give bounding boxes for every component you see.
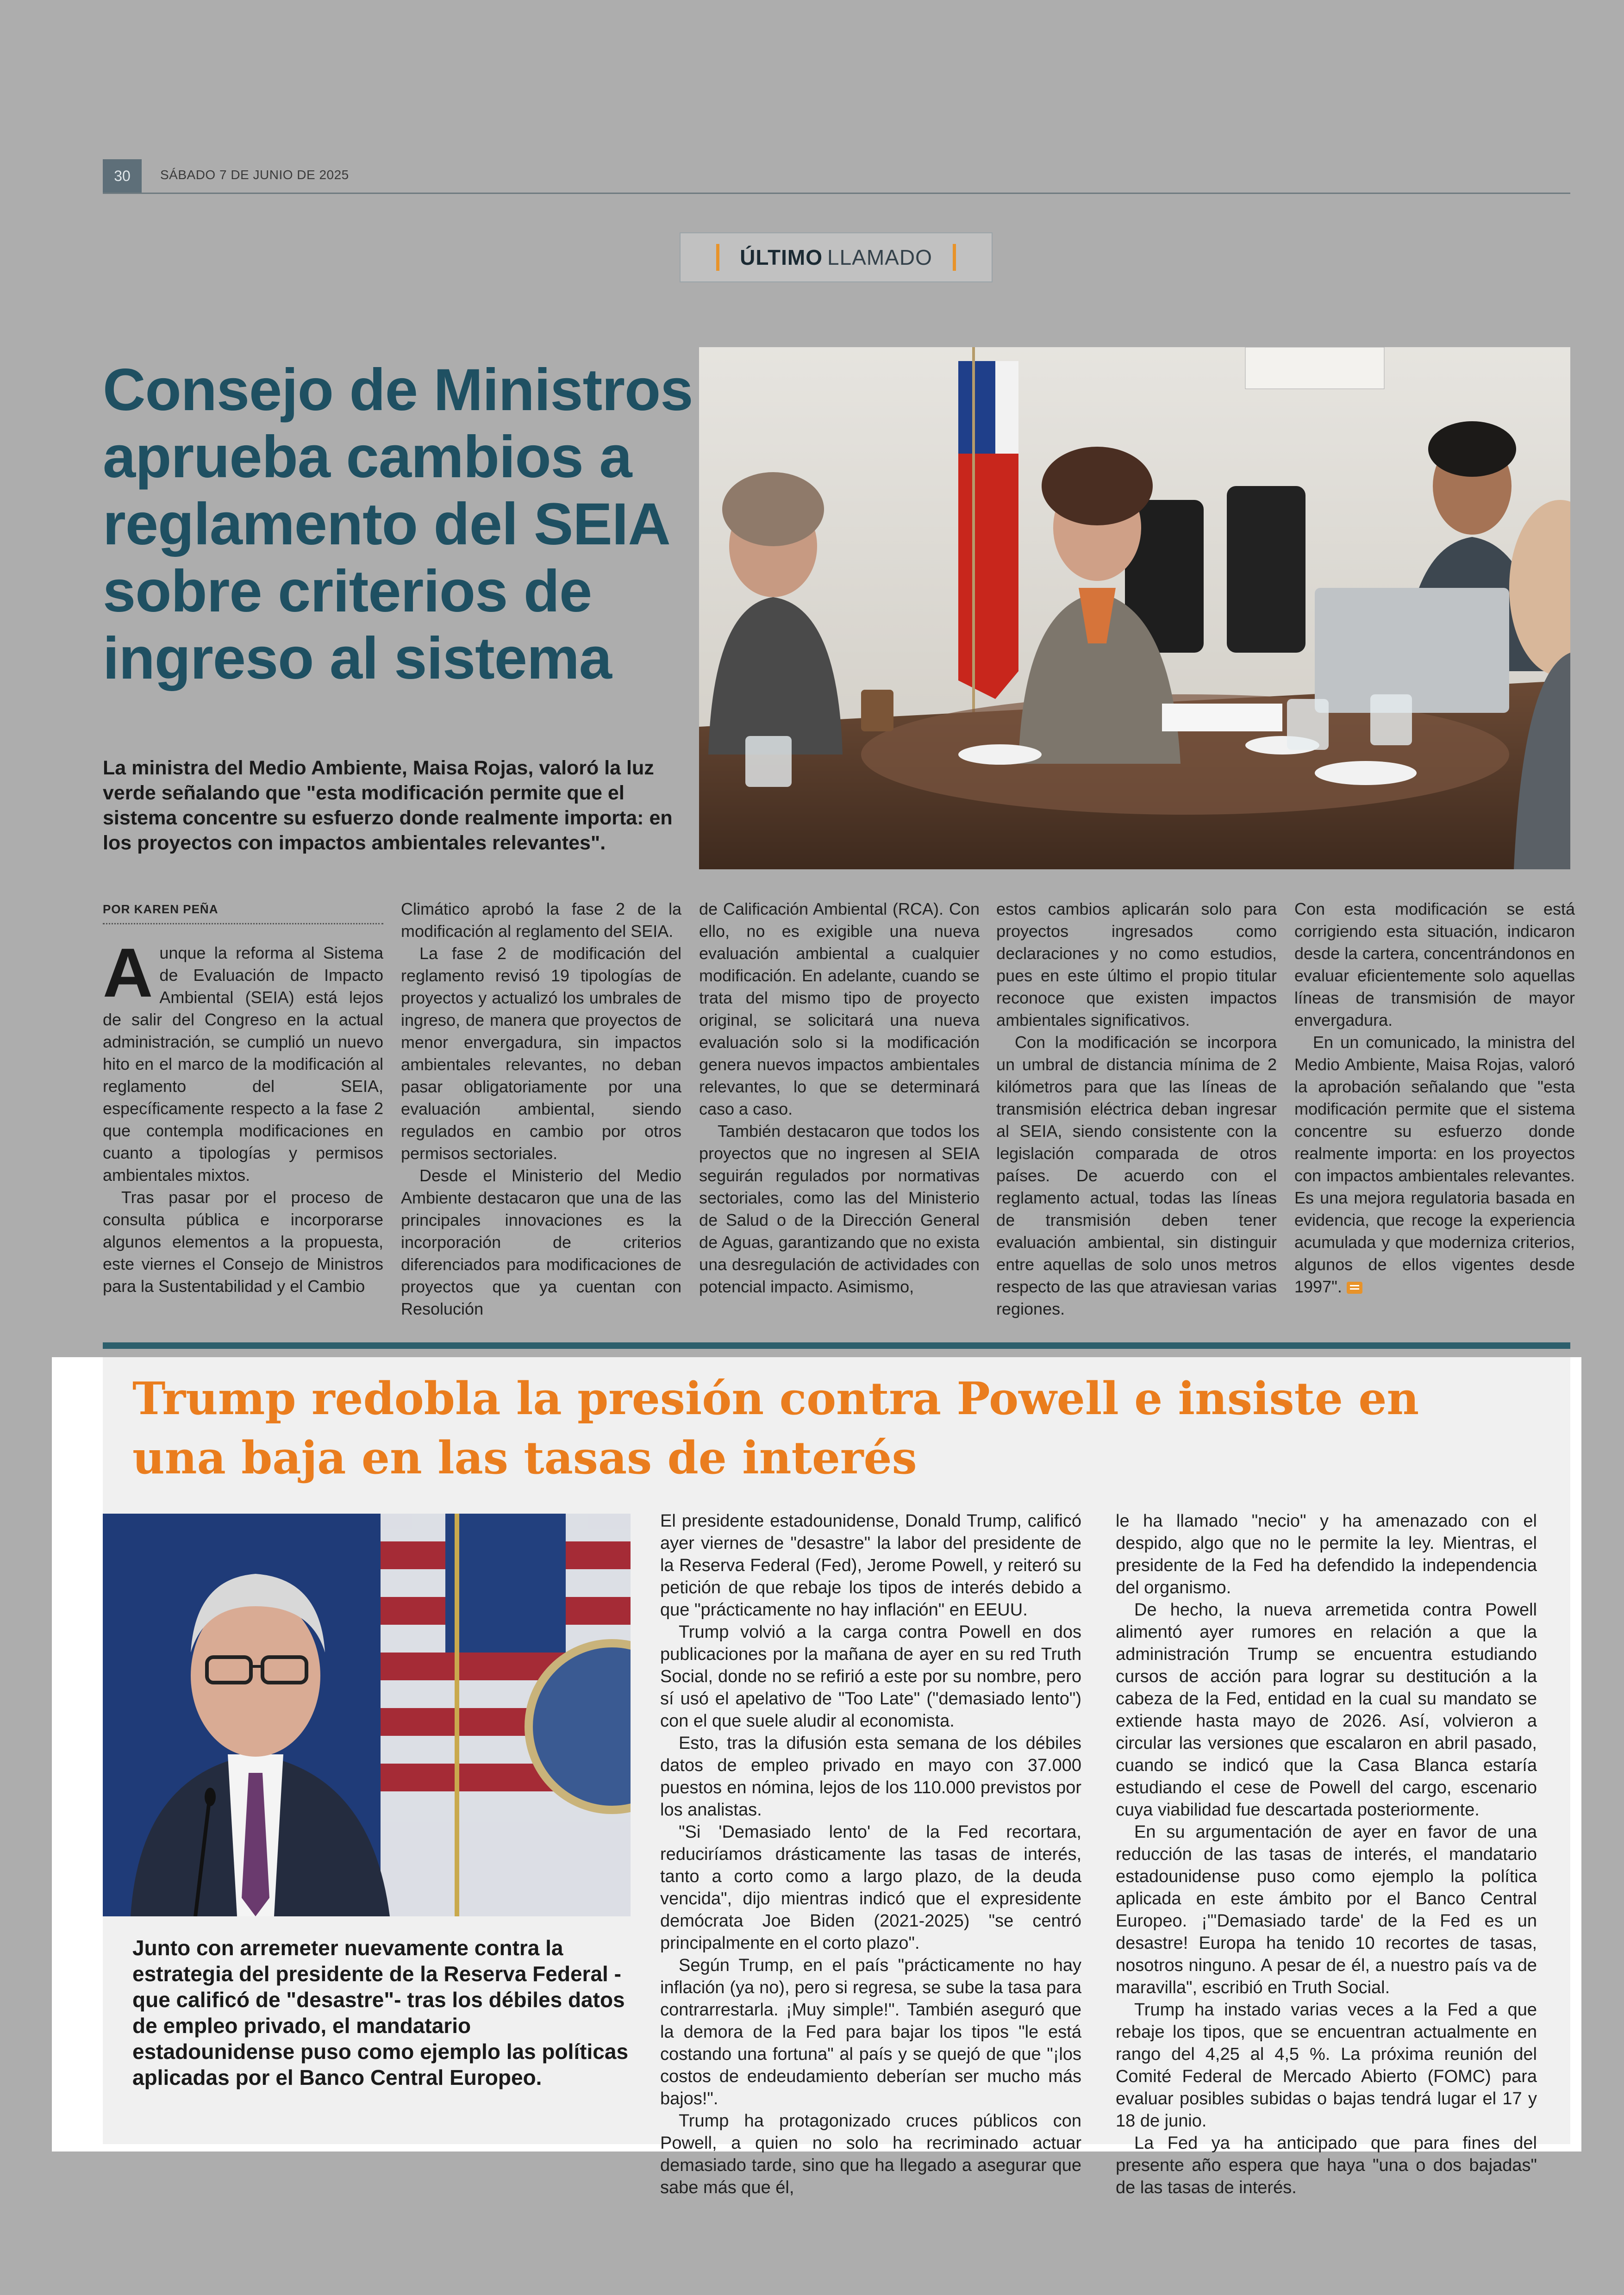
article2-paragraph: La Fed ya ha anticipado que para fines del presente año espera que haya "una o dos bajadas" de las tasas de interés. [1116, 2133, 1537, 2197]
article1-column-5 [1294, 898, 1575, 1298]
article2-paragraph: El presidente estadounidense, Donald Trump, calificó ayer viernes de "desastre" la labor del presidente de la Reserva Federal (Fed), Jerome Powell, y reiteró su petición de que rebaje los tipos de interés debido a que "prácticamente no hay inflación" en EEUU. [660, 1511, 1081, 1620]
article2-paragraph: De hecho, la nueva arremetida contra Powell alimentó ayer rumores en relación a que la administración Trump se encuentra estudiando cursos de acción para lograr su destitución a la cabeza de la Fed, entidad en la cual su mandato se extiende hasta mayo de 2026. Así, volvieron a circular las versiones que escalaron en abril pasado, cuando se indicó que la Casa Blanca estaría estudiando el cese de Powell del cargo, escenario cuya viabilidad fue descartada posteriormente. [1116, 1600, 1537, 1820]
article1-paragraph: Climático aprobó la fase 2 de la modificación al reglamento del SEIA. [401, 899, 681, 941]
article1-paragraph: estos cambios aplicarán solo para proyectos ingresados como declaraciones y no como estudios, pues en este último el propio titular reconoce que existen impactos ambientales significativos. [996, 899, 1277, 1029]
article1-paragraph: Tras pasar por el proceso de consulta pública e incorporarse algunos elementos a la propuesta, este viernes el Consejo de Ministros para la Sustentabilidad y el Cambio [103, 1188, 383, 1296]
article2-paragraph: Trump ha instado varias veces a la Fed a que rebaje los tipos, que se encuentran actualmente en rango del 4,25 al 4,5 %. La próxima reunión del Comité Federal de Mercado Abierto (FOMC) para evaluar posibles subidas o bajas tendrá lugar el 17 y 18 de junio. [1116, 2000, 1537, 2131]
article2-column-1 [660, 1510, 1081, 2199]
article1-column-1 [103, 898, 383, 1297]
drop-cap: A [103, 934, 153, 1011]
article2-photo [103, 1514, 631, 1916]
section-bar-right [953, 244, 956, 271]
article2-caption: Junto con arremeter nuevamente contra la estrategia del presidente de la Reserva Federal -que calificó de "desastre"- tras los débiles datos de empleo privado, el mandatario estadounidense puso como ejemplo las políticas aplicadas por el Banco Central Europeo. [132, 1936, 629, 2089]
article1-paragraph: de Calificación Ambiental (RCA). Con ello, no es exigible una nueva evaluación ambiental a cualquier modificación. En adelante, cuando se trata del mismo tipo de proyecto original, se solicitará una nueva evaluación solo si la modificación genera nuevos impactos ambientales relevantes, lo que se determinará caso a caso. [699, 899, 980, 1118]
article1-paragraph: La fase 2 de modificación del reglamento revisó 19 tipologías de proyectos y actualizó los umbrales de ingreso, de manera que proyectos de menor envergadura, sin impactos ambientales relevantes, no deban pasar obligatoriamente por una evaluación ambiental, siendo regulados en cambio por otros permisos sectoriales. [401, 944, 681, 1163]
article2-paragraph: Trump ha protagonizado cruces públicos con Powell, a quien no solo ha recriminado actuar demasiado tarde, sino que ha llegado a asegurar que sabe más que él, [660, 2111, 1081, 2197]
page-number: 30 [103, 159, 142, 193]
article2-paragraph: Esto, tras la difusión esta semana de los débiles datos de empleo privado en mayo con 37.000 puestos en nómina, lejos de los 110.000 previstos por los analistas. [660, 1734, 1081, 1820]
article1-paragraph: Con esta modificación se está corrigiendo esta situación, indicaron desde la cartera, concentrándonos en evaluar eficientemente solo aquellas líneas de transmisión de mayor envergadura. [1294, 899, 1575, 1029]
article2-paragraph: En su argumentación de ayer en favor de una reducción de las tasas de interés, el mandatario estadounidense puso como ejemplo la política aplicada en este ámbito por el Banco Central Europeo. ¡"'Demasiado tarde' de la Fed es un desastre! Europa ha tenido 10 recortes de tasas, nosotros ninguno. A pesar de él, a nuestro país va de maravilla", escribió en Truth Social. [1116, 1822, 1537, 1997]
article1-paragraph: También destacaron que todos los proyectos que no ingresen al SEIA seguirán regulados por normativas sectoriales, como las del Ministerio de Salud o de la Dirección General de Aguas, garantizando que no exista una desregulación de actividades con potencial impacto. Asimismo, [699, 1122, 980, 1296]
article1-column-4 [996, 898, 1277, 1320]
article1-paragraph: Aunque la reforma al Sistema de Evaluación de Impacto Ambiental (SEIA) está lejos de salir del Congreso en la actual administración, se cumplió un nuevo hito en el marco de la modificación al reglamento del SEIA, específicamente respecto a la fase 2 que contempla modificaciones en cuanto a tipologías y permisos ambientales mixtos. [103, 934, 383, 1185]
article1-column-3 [699, 898, 980, 1298]
article2-paragraph: Según Trump, en el país "prácticamente no hay inflación (ya no), pero si regresa, se sube la tasa para contrarrestarla. ¡Muy simple!". También aseguró que la demora de la Fed para bajar los tipos "le está costando una fortuna" al país y se quejó de que "¡los costos de endeudamiento deberían ser mucho más bajos!". [660, 1956, 1081, 2108]
page-date: SÁBADO 7 DE JUNIO DE 2025 [160, 168, 349, 182]
article1-paragraph: Con la modificación se incorpora un umbral de distancia mínima de 2 kilómetros para que las líneas de transmisión eléctrica deban ingresar al SEIA, siendo consistente con la legislación comparada de otros países. De acuerdo con el reglamento actual, todas las líneas de transmisión deben tener evaluación ambiental, sin distinguir entre aquellas de solo unos metros respecto de las que atraviesan varias regiones. [996, 1033, 1277, 1318]
article1-photo [699, 347, 1570, 869]
article2-column-2 [1116, 1510, 1537, 2199]
powell-photo-illustration [103, 1514, 631, 1916]
article1-column-2 [401, 898, 681, 1320]
header-rule [103, 193, 1570, 194]
section-name-light: LLAMADO [827, 245, 932, 269]
article1-paragraph: Desde el Ministerio del Medio Ambiente destacaron que una de las principales innovaciones es la incorporación de criterios diferenciados para modificaciones de proyectos que ya cuentan con Resolución [401, 1166, 681, 1318]
article2-headline: Trump redobla la presión contra Powell e insiste en una baja en las tasas de interés [132, 1372, 1419, 1484]
article-end-icon [1347, 1282, 1362, 1294]
article2-paragraph: Trump volvió a la carga contra Powell en dos publicaciones por la mañana de ayer en su red Truth Social, donde no se refirió a este por su nombre, pero sí usó el apelativo de "Too Late" ("demasiado lento") con el que suele aludir al economista. [660, 1622, 1081, 1731]
meeting-photo-illustration [699, 347, 1570, 869]
article2-paragraph: le ha llamado "necio" y ha amenazado con el despido, algo que no le permite la ley. Mientras, el presidente de la Fed ha defendido la independencia del organismo. [1116, 1511, 1537, 1597]
article2-paragraph: "Si 'Demasiado lento' de la Fed recortara, reduciríamos drásticamente las tasas de interés, tanto a corto como a largo plazo, de la deuda vencida", dijo mientras indicó que el expresidente demócrata Joe Biden (2021-2025) "se centró principalmente en el corto plazo". [660, 1822, 1081, 1953]
article1-headline: Consejo de Ministros aprueba cambios a reglamento del SEIA sobre criterios de ingreso al sistema [103, 357, 693, 692]
section-divider [103, 1342, 1570, 1349]
article1-paragraph: En un comunicado, la ministra del Medio Ambiente, Maisa Rojas, valoró la aprobación señalando que "esta modificación permite que el sistema concentre su esfuerzo donde realmente importa: en los proyectos con impactos ambientales relevantes. Es una mejora regulatoria basada en evidencia, que recoge la experiencia acumulada y que moderniza criterios, algunos de ellos vigentes desde 1997". [1294, 1033, 1575, 1296]
byline: POR KAREN PEÑA [103, 898, 383, 924]
section-name-bold: ÚLTIMO [740, 245, 823, 269]
section-tag [680, 232, 993, 282]
section-bar-left [716, 244, 719, 271]
article1-lead: La ministra del Medio Ambiente, Maisa Rojas, valoró la luz verde señalando que "esta modificación permite que el sistema concentre su esfuerzo donde realmente importa: en los proyectos con impactos ambientales relevantes". [103, 757, 673, 854]
